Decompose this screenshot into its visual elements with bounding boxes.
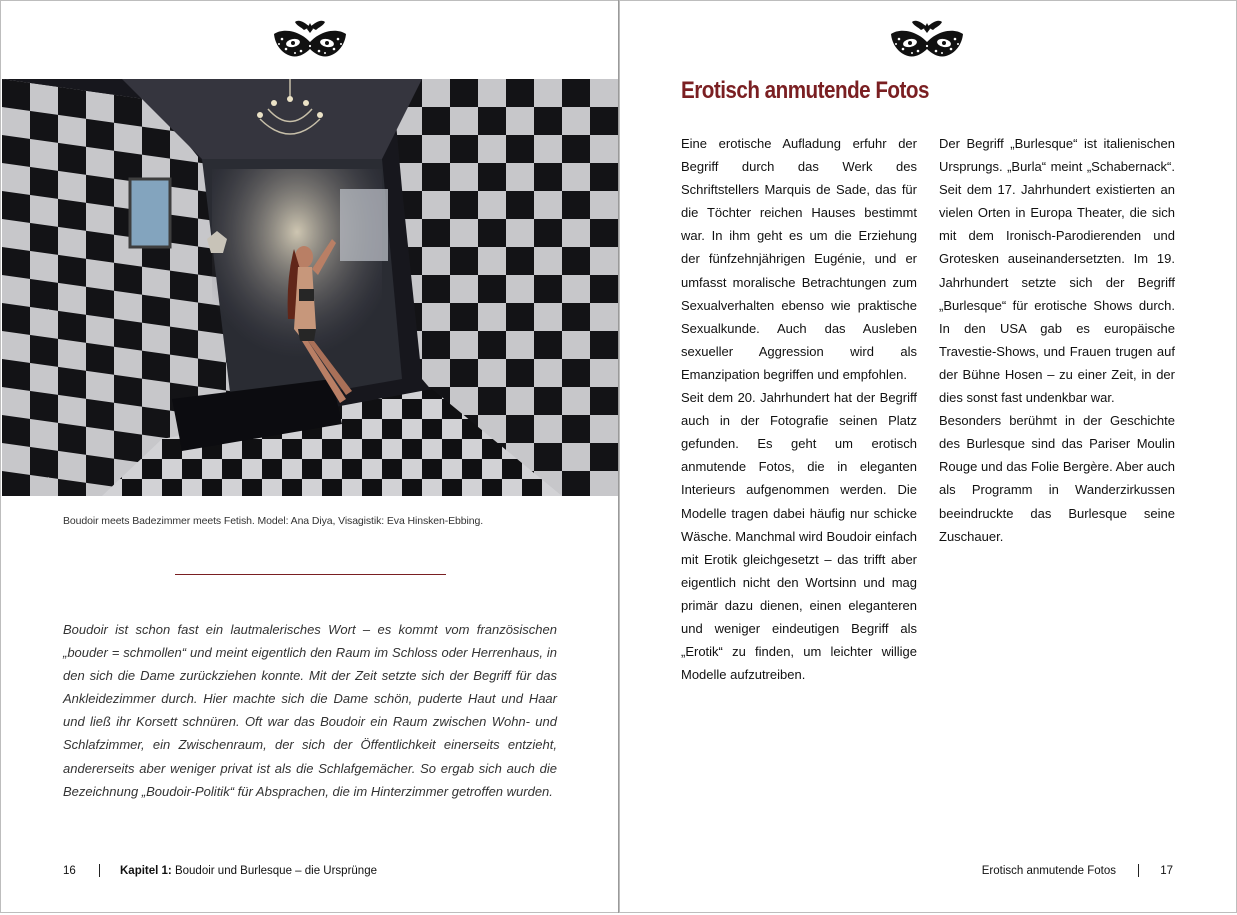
venetian-mask-icon bbox=[271, 18, 349, 62]
paragraph: Eine erotische Aufladung erfuhr der Begriff durch das Werk des Schriftstellers Marquis de Sade, das für die Töchter reichen Hauses bestimmt war. In ihm geht es um die Erziehung der fünfzehnjährigen Eugénie, und er umfasst moralische Betrachtungen zum Sexualverhalten ebenso wie praktische Sexualkunde. Auch das Ausleben sexueller Aggression wird als Emanzipation begriffen und empfohlen. bbox=[681, 136, 917, 382]
page-number-left: 16 bbox=[63, 865, 76, 877]
paragraph: Besonders berühmt in der Geschichte des Burlesque sind das Pariser Moulin Rouge und das Folie Bergère. Aber auch als Programm in Wanderzirkussen beeindruckte das Burlesque seine Zuschauer. bbox=[939, 413, 1175, 544]
text-column-1 bbox=[681, 132, 917, 686]
section-heading: Erotisch anmutende Fotos bbox=[681, 77, 929, 104]
right-page bbox=[619, 0, 1237, 913]
venetian-mask-icon bbox=[888, 18, 966, 62]
left-page bbox=[0, 0, 619, 913]
paragraph: Seit dem 20. Jahrhundert hat der Begriff auch in der Fotografie seinen Platz gefunden. Es geht um erotisch anmutende Fotos, die in eleganten Interieurs aufgenommen werden. Die Modelle tragen dabei häufig nur schicke Wäsche. Manchmal wird Boudoir einfach mit Erotik gleichgesetzt – das trifft aber eigentlich nicht den Wortsinn und mag primär dazu dienen, einen eleganteren und weniger eindeutigen Begriff als „Erotik“ zu finden, um leichter willige Modelle aufzutreiben. bbox=[681, 390, 917, 683]
chapter-title: Boudoir und Burlesque – die Ursprünge bbox=[174, 865, 377, 877]
paragraph: Der Begriff „Burlesque“ ist italienischen Ursprungs. „Burla“ meint „Schabernack“. Seit dem 17. Jahrhundert existierten an vielen Orten in Europa Theater, die sich mit dem Ironisch-Parodierenden und Grotesken auseinandersetzten. Im 19. Jahrhundert setzte sich der Begriff „Burlesque“ für erotische Shows durch. In den USA gab es europäische Travestie-Shows, und Frauen trugen auf der Bühne Hosen – zu einer Zeit, in der dies sonst fast undenkbar war. bbox=[939, 136, 1175, 406]
photo-caption: Boudoir meets Badezimmer meets Fetish. Model: Ana Diya, Visagistik: Eva Hinsken-Ebbing. bbox=[63, 515, 484, 527]
divider-rule bbox=[175, 574, 446, 575]
text-column-2 bbox=[939, 132, 1175, 548]
page-number-right: 17 bbox=[1160, 865, 1173, 877]
intro-paragraph: Boudoir ist schon fast ein lautmalerisches Wort – es kommt vom französischen „bouder = schmollen“ und meint eigentlich den Raum im Schloss oder Herrenhaus, in den sich die Dame zurückziehen konnte. Mit der Zeit setzte sich der Begriff für das Ankleidezimmer durch. Hier machte sich die Dame schön, puderte Haut und Haar und ließ ihr Korsett schnüren. Oft war das Boudoir ein Raum zwischen Wohn- und Schlafzimmer, ein Zwischenraum, der sich der Öffentlichkeit einerseits entzieht, andererseits aber weniger privat ist als die Schlafgemächer. So ergab sich auch die Bezeichnung „Boudoir-Politik“ für Absprachen, die im Hinterzimmer getroffen wurden. bbox=[63, 622, 557, 799]
chapter-label: Kapitel 1: bbox=[120, 865, 172, 877]
footer-divider bbox=[99, 864, 100, 877]
running-footer-section: Erotisch anmutende Fotos bbox=[981, 865, 1116, 877]
footer-divider bbox=[1138, 864, 1139, 877]
running-footer-chapter bbox=[120, 863, 377, 879]
boudoir-photo bbox=[2, 79, 619, 496]
